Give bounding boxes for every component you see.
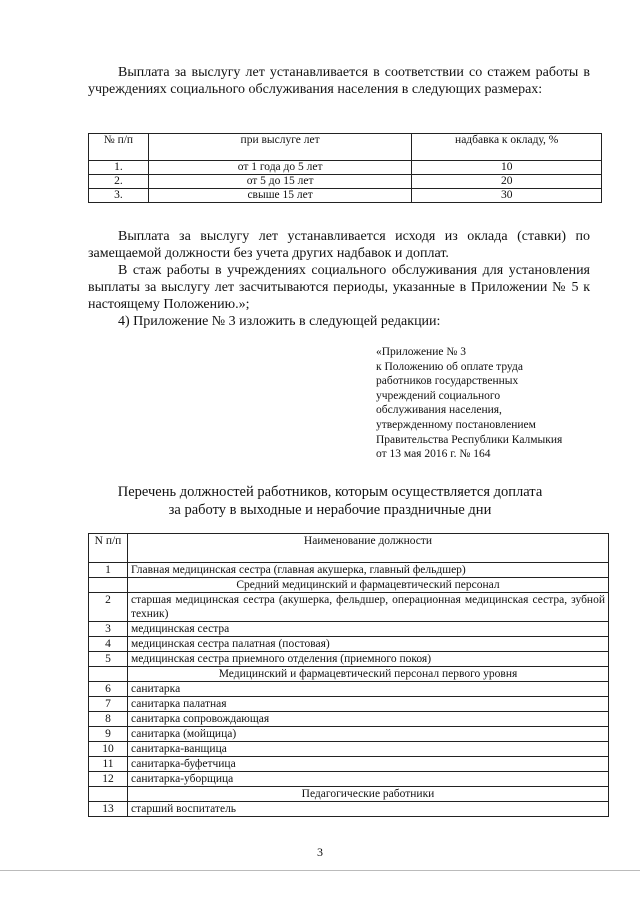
cell-num: 9 (89, 727, 128, 742)
cell-num: 7 (89, 697, 128, 712)
intro-paragraph (88, 64, 590, 98)
tenure-bonus-table (88, 133, 602, 203)
section-label: Медицинский и фармацевтический персонал первого уровня (128, 667, 609, 682)
cell-num: 1 (89, 563, 128, 578)
table-row (89, 697, 609, 712)
paragraph-salary-basis: Выплата за выслугу лет устанавливается исходя из оклада (ставки) по замещаемой должности без учета других надбавок и доплат. (88, 229, 590, 261)
annex-line: учреждений социального (376, 389, 501, 402)
cell-num: 6 (89, 682, 128, 697)
cell-num: 12 (89, 772, 128, 787)
cell-name: санитарка сопровождающая (128, 712, 609, 727)
annex-line: работников государственных (376, 375, 519, 388)
col-header-name: Наименование должности (128, 534, 609, 563)
col-header-tenure: при выслуге лет (148, 134, 412, 161)
cell-bonus: 10 (412, 161, 602, 175)
page-number: 3 (317, 845, 323, 859)
cell-name: санитарка (мойщица) (128, 727, 609, 742)
cell-num: 3. (89, 189, 149, 203)
intro-text: Выплата за выслугу лет устанавливается в соответствии со стажем работы в учреждениях социального обслуживания населения в следующих размерах: (88, 65, 590, 97)
annex-line: обслуживания населения, (376, 404, 502, 417)
cell-name: старший воспитатель (128, 802, 609, 817)
cell-name: медицинская сестра (128, 622, 609, 637)
title-line: Перечень должностей работников, которым осуществляется доплата (117, 484, 543, 500)
table-row (89, 161, 602, 175)
cell-name: санитарка-ванщица (128, 742, 609, 757)
table-row (89, 637, 609, 652)
cell-tenure: от 5 до 15 лет (148, 175, 412, 189)
cell-num: 2 (89, 593, 128, 622)
list-title (60, 483, 600, 519)
cell-name: санитарка (128, 682, 609, 697)
cell-num: 4 (89, 637, 128, 652)
cell-num: 10 (89, 742, 128, 757)
paragraph-amendment: 4) Приложение № 3 изложить в следующей редакции: (118, 314, 441, 329)
col-header-bonus: надбавка к окладу, % (412, 134, 602, 161)
cell-bonus: 20 (412, 175, 602, 189)
table-header-row (89, 134, 602, 161)
table-row (89, 802, 609, 817)
cell-name: Главная медицинская сестра (главная акушерка, главный фельдшер) (128, 563, 609, 578)
section-row (89, 787, 609, 802)
table-row (89, 622, 609, 637)
annex-line: утвержденному постановлением (376, 418, 536, 431)
cell-name: медицинская сестра палатная (постовая) (128, 637, 609, 652)
cell-name: медицинская сестра приемного отделения (приемного покоя) (128, 652, 609, 667)
table-header-row (89, 534, 609, 563)
cell-num: 13 (89, 802, 128, 817)
table-row (89, 772, 609, 787)
table-row (89, 742, 609, 757)
table-row (89, 593, 609, 622)
positions-table (88, 533, 609, 817)
table-row (89, 175, 602, 189)
section-row (89, 578, 609, 593)
col-header-num: N п/п (89, 534, 128, 563)
annex-line: к Положению об оплате труда (376, 360, 523, 373)
annex-line: от 13 мая 2016 г. № 164 (376, 448, 491, 461)
annex-line: «Приложение № 3 (376, 346, 466, 358)
cell-name: санитарка-буфетчица (128, 757, 609, 772)
section-label: Педагогические работники (128, 787, 609, 802)
cell-tenure: свыше 15 лет (148, 189, 412, 203)
footer-divider (0, 870, 640, 871)
cell-name: санитарка-уборщица (128, 772, 609, 787)
cell-empty (89, 578, 128, 593)
table-row (89, 563, 609, 578)
cell-num: 11 (89, 757, 128, 772)
cell-tenure: от 1 года до 5 лет (148, 161, 412, 175)
section-row (89, 667, 609, 682)
paragraph-tenure-periods: В стаж работы в учреждениях социального обслуживания для установления выплаты за выслугу лет засчитываются периоды, указанные в Приложении № 5 к настоящему Положению.»; (88, 263, 590, 312)
cell-name: санитарка палатная (128, 697, 609, 712)
cell-num: 5 (89, 652, 128, 667)
cell-num: 2. (89, 175, 149, 189)
cell-num: 1. (89, 161, 149, 175)
col-header-num: № п/п (89, 134, 149, 161)
cell-bonus: 30 (412, 189, 602, 203)
section-label: Средний медицинский и фармацевтический персонал (128, 578, 609, 593)
cell-num: 3 (89, 622, 128, 637)
table-row (89, 189, 602, 203)
annex-reference (376, 345, 616, 462)
table-row (89, 712, 609, 727)
annex-line: Правительства Республики Калмыкия (376, 433, 563, 446)
table-row (89, 682, 609, 697)
table-row (89, 757, 609, 772)
title-line: за работу в выходные и нерабочие праздничные дни (168, 502, 492, 518)
cell-empty (89, 787, 128, 802)
cell-empty (89, 667, 128, 682)
cell-num: 8 (89, 712, 128, 727)
table-row (89, 652, 609, 667)
table-row (89, 727, 609, 742)
cell-name: старшая медицинская сестра (акушерка, фельдшер, операционная медицинская сестра, зубной техник) (128, 593, 609, 622)
body-paragraphs (88, 228, 590, 330)
